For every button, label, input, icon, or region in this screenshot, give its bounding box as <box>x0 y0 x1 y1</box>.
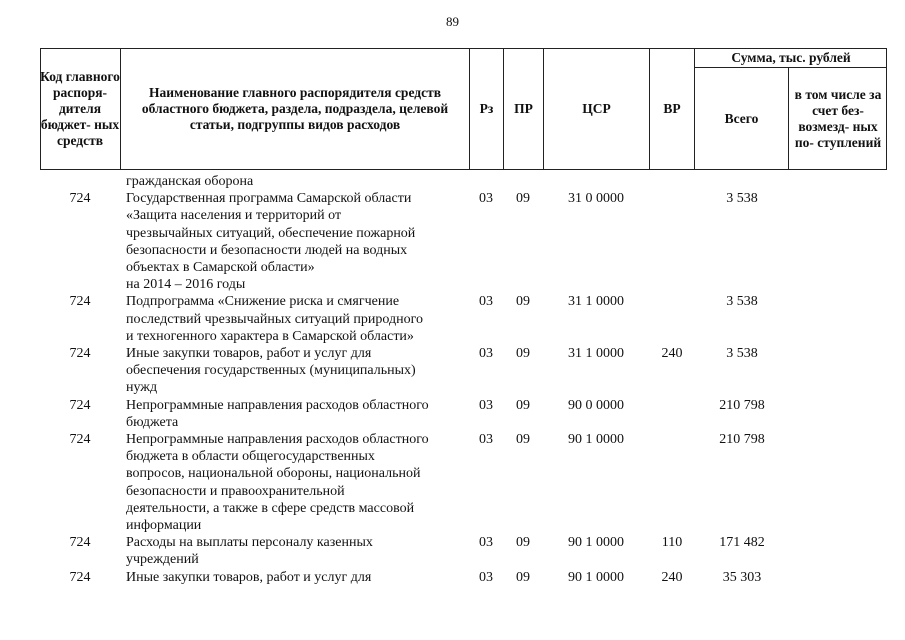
header-pr: ПР <box>503 48 543 170</box>
table-row <box>40 345 887 397</box>
row-code: 724 <box>69 191 91 207</box>
row-code: 724 <box>69 397 91 413</box>
header-total: Всего <box>694 68 788 170</box>
row-code: 724 <box>69 432 91 448</box>
row-name: Непрограммные направления расходов областного бюджета <box>126 397 429 430</box>
row-name: Непрограммные направления расходов областного бюджета в области общегосударственных вопросов, национальной обороны, национальной безопасности и правоохранительной деятельности, а также в сфере средств массовой информации <box>126 432 429 534</box>
row-rz: 03 <box>479 432 493 448</box>
header-name: Наименование главного распорядителя средств областного бюджета, раздела, подраздела, целевой статьи, подгруппы видов расходов <box>120 48 469 170</box>
header-rz: Рз <box>469 48 503 170</box>
table-row <box>40 534 887 568</box>
row-total: 3 538 <box>726 191 758 207</box>
row-rz: 03 <box>479 397 493 413</box>
row-code: 724 <box>69 535 91 551</box>
row-rz: 03 <box>479 346 493 362</box>
row-code: 724 <box>69 569 91 585</box>
table-row <box>40 569 887 586</box>
header-vr: ВР <box>649 48 694 170</box>
row-rz: 03 <box>479 535 493 551</box>
row-total: 171 482 <box>719 535 765 551</box>
table-row <box>40 190 887 293</box>
row-csr: 90 1 0000 <box>568 535 624 551</box>
row-name: Подпрограмма «Снижение риска и смягчение последствий чрезвычайных ситуаций природного и техногенного характера в Самарской области» <box>126 294 423 344</box>
table-body <box>40 173 887 586</box>
row-pr: 09 <box>516 397 530 413</box>
row-total: 3 538 <box>726 346 758 362</box>
page-number: 89 <box>446 14 459 29</box>
row-csr: 90 0 0000 <box>568 397 624 413</box>
row-total: 35 303 <box>722 569 762 585</box>
row-csr: 31 0 0000 <box>568 191 624 207</box>
row-csr: 90 1 0000 <box>568 569 624 585</box>
row-code: 724 <box>69 346 91 362</box>
row-vr: 240 <box>661 346 683 362</box>
row-rz: 03 <box>479 294 493 310</box>
row-pr: 09 <box>516 569 530 585</box>
row-vr: 110 <box>661 535 683 551</box>
row-name: Иные закупки товаров, работ и услуг для обеспечения государственных (муниципальных) нужд <box>126 346 416 396</box>
table-row <box>40 397 887 431</box>
table-header <box>40 48 887 170</box>
row-csr: 31 1 0000 <box>568 294 624 310</box>
header-code: Код главного распоря- дителя бюджет- ных средств <box>40 69 120 148</box>
table-row <box>40 173 887 190</box>
row-pr: 09 <box>516 294 530 310</box>
row-name: Государственная программа Самарской области «Защита населения и территорий от чрезвычайных ситуаций, обеспечение пожарной безопасности и безопасности людей на водных объектах в Самарской области» на 2014 – 2016 годы <box>126 191 416 293</box>
row-rz: 03 <box>479 191 493 207</box>
table-row <box>40 431 887 534</box>
row-pr: 09 <box>516 432 530 448</box>
row-pr: 09 <box>516 191 530 207</box>
row-total: 3 538 <box>726 294 758 310</box>
row-name: Иные закупки товаров, работ и услуг для <box>126 569 372 585</box>
row-rz: 03 <box>479 569 493 585</box>
row-name: Расходы на выплаты персоналу казенных учреждений <box>126 535 373 568</box>
header-csr: ЦСР <box>543 48 649 170</box>
header-sum: Сумма, тыс. рублей <box>694 48 887 68</box>
row-csr: 90 1 0000 <box>568 432 624 448</box>
row-total: 210 798 <box>719 397 765 413</box>
row-name: гражданская оборона <box>126 174 254 189</box>
table-row <box>40 293 887 345</box>
row-csr: 31 1 0000 <box>568 346 624 362</box>
row-pr: 09 <box>516 346 530 362</box>
header-grants: в том числе за счет без- возмезд- ных по- ступлений <box>788 68 887 170</box>
row-total: 210 798 <box>719 432 765 448</box>
row-vr: 240 <box>661 569 683 585</box>
row-pr: 09 <box>516 535 530 551</box>
row-code: 724 <box>69 294 91 310</box>
